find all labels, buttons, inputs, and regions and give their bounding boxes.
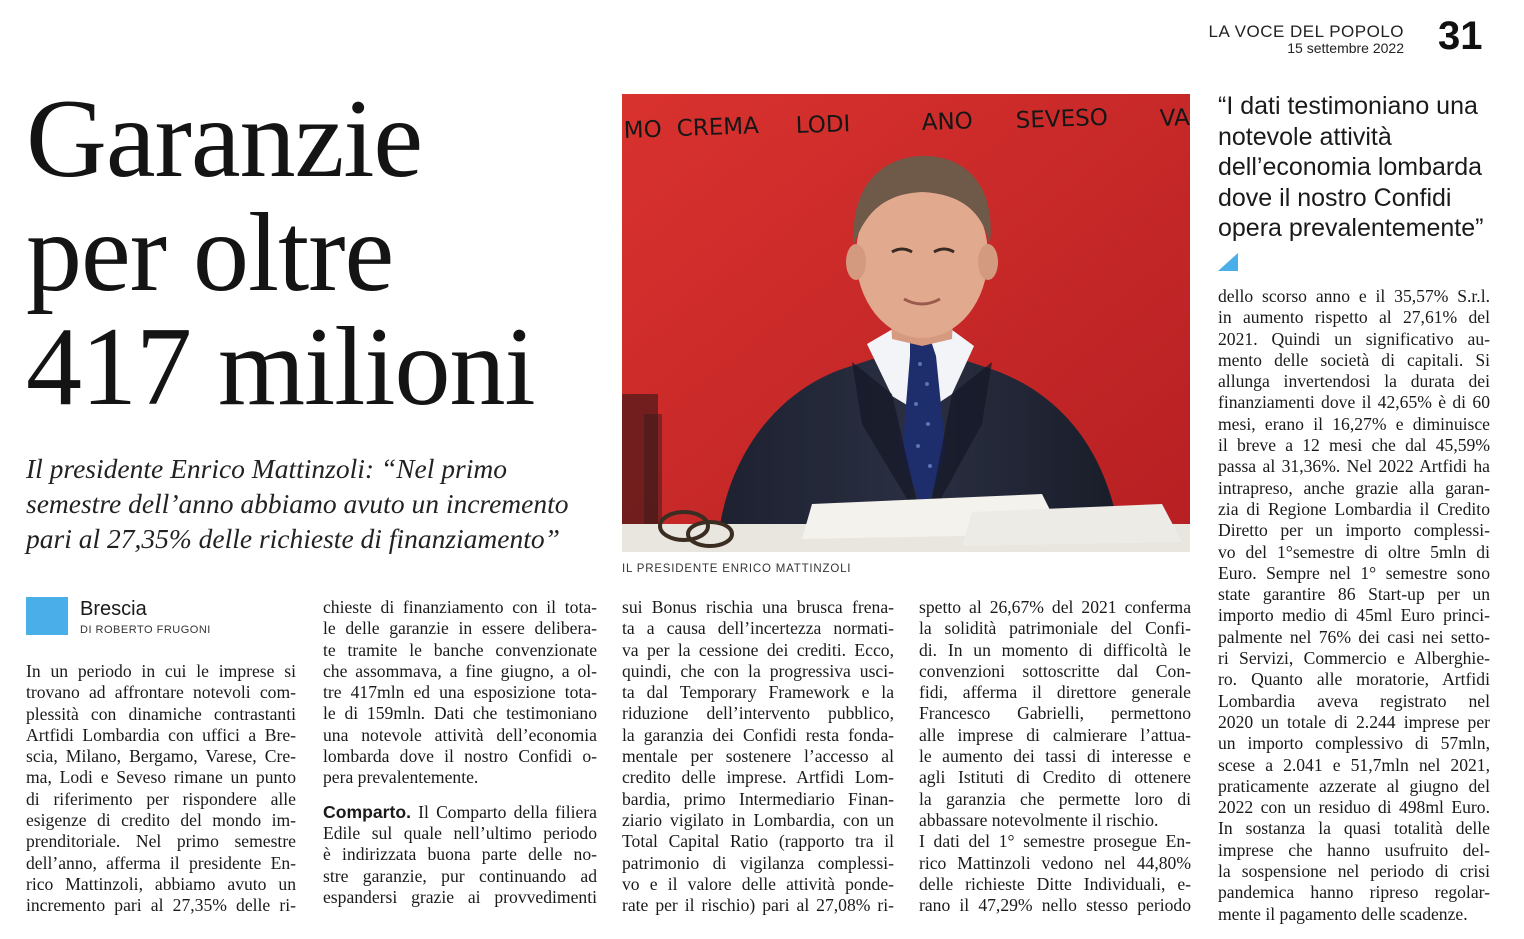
column-text: [1218, 286, 1490, 925]
text-line: Edile sul quale nell’ultimo periodo: [323, 822, 597, 843]
text-line: 2021. Quindi un significativo au-: [1218, 328, 1490, 349]
page-number: 31: [1438, 14, 1483, 58]
text-line: le delle garanzie in essere delibera-: [323, 618, 597, 639]
newspaper-name: LA VOCE DEL POPOLO: [1208, 22, 1404, 41]
masthead: [1209, 22, 1404, 56]
headline-line: Garanzie: [26, 77, 423, 201]
president-photo: [622, 94, 1190, 552]
text-line: patrimonio di vigilanza complessi-: [622, 852, 894, 873]
text-line: tre 417mln ed una esposizione tota-: [323, 682, 597, 703]
text-line: Euro. Sempre nel 1° semestre sono: [1218, 562, 1490, 583]
text-line: bardia, primo Intermediario Finan-: [622, 788, 894, 809]
byline-author: DI ROBERTO FRUGONI: [80, 624, 211, 636]
text-line: alle imprese di calmierare l’attua-: [919, 724, 1191, 745]
text-line: rico Mattinzoli, abbiamo avuto un: [26, 873, 296, 894]
text-line: Francesco Gabrielli, permettono: [919, 703, 1191, 724]
text-line: lombarda dove il nostro Confidi o-: [323, 746, 597, 767]
text-line: intrapreso, anche grazie alla garan-: [1218, 477, 1490, 498]
text-line: Diretto per un importo complessi-: [1218, 520, 1490, 541]
text-line: passa al 31,36%. Nel 2022 Artfidi ha: [1218, 456, 1490, 477]
text-line: pandemica hanno ripreso regolar-: [1218, 882, 1490, 903]
text-line: la solidità patrimoniale del Confi-: [919, 618, 1191, 639]
text-line: incremento pari al 27,35% delle ri-: [26, 895, 296, 916]
text-line: esigenze di credito del mondo im-: [26, 810, 296, 831]
text-line: di. In un momento di difficoltà le: [919, 639, 1191, 660]
text-line: te tramite le banche convenzionate: [323, 639, 597, 660]
text-line: palmente nel 76% dei casi nei setto-: [1218, 626, 1490, 647]
text-line: abbassare notevolmente il rischio.: [919, 809, 1159, 830]
text-line: espandersi grazie ai provvedimenti: [323, 886, 597, 907]
quote-triangle-icon: [1218, 253, 1238, 271]
text-line: ri Servizi, Commercio e Alberghie-: [1218, 648, 1490, 669]
banner-word: MO: [623, 116, 663, 144]
section-head-comparto: Comparto.: [323, 801, 411, 822]
column-text: [622, 597, 894, 916]
text-line: prenditoriale. Nel primo semestre: [26, 831, 296, 852]
text-line: di riferimento per rispondere alle: [26, 788, 296, 809]
text-line: importo medio di 45ml Euro princi-: [1218, 605, 1490, 626]
text-line: ta dal Temporary Framework e la: [622, 682, 894, 703]
text-line: stre garanzie, pur continuando ad: [323, 865, 597, 886]
photo-illustration: [622, 94, 1190, 552]
byline-city: Brescia: [80, 598, 147, 620]
text-line: mentale per sostenere l’accesso al: [622, 746, 894, 767]
text-line: vo e il valore delle attività ponde-: [622, 873, 894, 894]
text-line: [323, 802, 597, 823]
text-line: in aumento rispetto al 27,61% del: [1218, 307, 1490, 328]
text-line: dell’anno, afferma il presidente En-: [26, 852, 296, 873]
text-line: è indirizzata buona parte delle no-: [323, 844, 597, 865]
issue-date: 15 settembre 2022: [1287, 40, 1404, 56]
text-line: vo del 1°semestre di oltre 5mln di: [1218, 541, 1490, 562]
article-column-1: [26, 661, 296, 917]
text-line: In sostanza la quasi totalità delle: [1218, 818, 1490, 839]
text-line: scese a 2.041 e 51,7mln nel 2021,: [1218, 754, 1490, 775]
text-line: spetto al 26,67% del 2021 conferma: [919, 597, 1191, 617]
text-fragment: Il Comparto della filiera: [410, 801, 597, 822]
article-column-4: [919, 597, 1191, 916]
text-line: rate per il rischio) pari al 27,08% ri-: [622, 895, 894, 916]
banner-word: LODI: [795, 111, 851, 139]
text-line: il breve a 12 mesi che dal 45,59%: [1218, 435, 1490, 456]
photo-caption: IL PRESIDENTE ENRICO MATTINZOLI: [622, 563, 852, 575]
text-line: che assommava, a fine giugno, a ol-: [323, 660, 597, 681]
text-line: la garanzia dei Confidi resta fonda-: [622, 724, 894, 745]
byline-square: [26, 597, 68, 635]
text-line: convenzioni sottoscritte dal Con-: [919, 660, 1191, 681]
text-line: dello scorso anno e il 35,57% S.r.l.: [1218, 286, 1490, 306]
text-line: finanziamenti dove il 42,65% è di 60: [1218, 392, 1490, 413]
column-text: [919, 597, 1191, 916]
text-line: mente il pagamento delle scadenze.: [1218, 903, 1468, 924]
text-line: Total Capital Ratio (rapporto tra il: [622, 831, 894, 852]
text-line: rano il 47,29% nello stesso periodo: [919, 895, 1191, 916]
pull-quote: “I dati testimoniano una notevole attività dell’economia lombarda dove il nostro Confidi opera prevalentemente”: [1218, 92, 1484, 242]
article-column-2: [323, 597, 597, 908]
text-line: 2020 un totale di 2.244 imprese per: [1218, 711, 1490, 732]
text-line: credito delle imprese. Artfidi Lom-: [622, 767, 894, 788]
text-line: la sospensione nel periodo di crisi: [1218, 861, 1490, 882]
text-line: imprese che hanno usufruito del-: [1218, 839, 1490, 860]
text-line: mesi, erano il 16,27% e diminuisce: [1218, 413, 1490, 434]
text-line: chieste di finanziamento con il tota-: [323, 597, 597, 617]
text-line: mento delle società di capitali. Si: [1218, 349, 1490, 370]
text-line: ro. Quanto alle moratorie, Artfidi: [1218, 669, 1490, 690]
text-line: rico Mattinzoli vedono nel 44,80%: [919, 852, 1191, 873]
text-line: In un periodo in cui le imprese si: [26, 661, 296, 681]
text-line: 2022 con un residuo di 498ml Euro.: [1218, 797, 1490, 818]
text-line: fidi, afferma il direttore generale: [919, 682, 1191, 703]
article-column-5: [1218, 286, 1490, 925]
text-line: ziario vigilato in Lombardia, con un: [622, 809, 894, 830]
article-column-3: [622, 597, 894, 916]
headline-line: per oltre: [26, 191, 394, 315]
banner-word: VA: [1159, 104, 1190, 132]
text-line: pera prevalentemente.: [323, 767, 479, 788]
text-line: va per la cessione dei crediti. Ecco,: [622, 639, 894, 660]
text-line: scia, Milano, Bergamo, Varese, Cre-: [26, 746, 296, 767]
column-text: [26, 661, 296, 917]
text-line: trovano ad affrontare notevoli com-: [26, 682, 296, 703]
text-line: la garanzia che permette loro di: [919, 788, 1191, 809]
text-line: riduzione dell’intervento pubblico,: [622, 703, 894, 724]
text-line: Artfidi Lombardia con uffici a Bre-: [26, 724, 296, 745]
text-line: un importo complessivo di 57mln,: [1218, 733, 1490, 754]
text-line: agli Istituti di Credito di ottenere: [919, 767, 1191, 788]
headline: [26, 77, 606, 429]
text-line: I dati del 1° semestre prosegue En-: [919, 831, 1191, 852]
text-line: sui Bonus rischia una brusca frena-: [622, 597, 894, 617]
text-line: le di 159mln. Dati che testimoniano: [323, 703, 597, 724]
column-text: [323, 597, 597, 789]
column-text: [323, 802, 597, 908]
text-line: ta a causa dell’incertezza normati-: [622, 618, 894, 639]
banner-word: CREMA: [676, 113, 760, 142]
text-line: le aumento dei tassi di interesse e: [919, 746, 1191, 767]
text-line: allunga invertendosi la durata dei: [1218, 371, 1490, 392]
text-line: delle richieste Ditte Individuali, e-: [919, 873, 1191, 894]
text-line: una notevole attività dell’economia: [323, 724, 597, 745]
text-line: praticamente azzerate al giugno del: [1218, 775, 1490, 796]
subtitle: Il presidente Enrico Mattinzoli: “Nel primo semestre dell’anno abbiamo avuto un incremento pari al 27,35% delle richieste di finanziamento”: [26, 453, 569, 554]
text-line: ma, Lodi e Seveso rimane un punto: [26, 767, 296, 788]
banner-word: SEVESO: [1015, 104, 1109, 134]
text-line: quindi, che con la progressiva usci-: [622, 660, 894, 681]
headline-line: 417 milioni: [26, 305, 535, 429]
banner-word: ANO: [921, 108, 974, 136]
text-line: plessità con dinamiche contrastanti: [26, 703, 296, 724]
text-line: Lombardia aveva registrato nel: [1218, 690, 1490, 711]
text-line: zia di Regione Lombardia il Credito: [1218, 498, 1490, 519]
text-line: state garantire 86 Start-up per un: [1218, 584, 1490, 605]
